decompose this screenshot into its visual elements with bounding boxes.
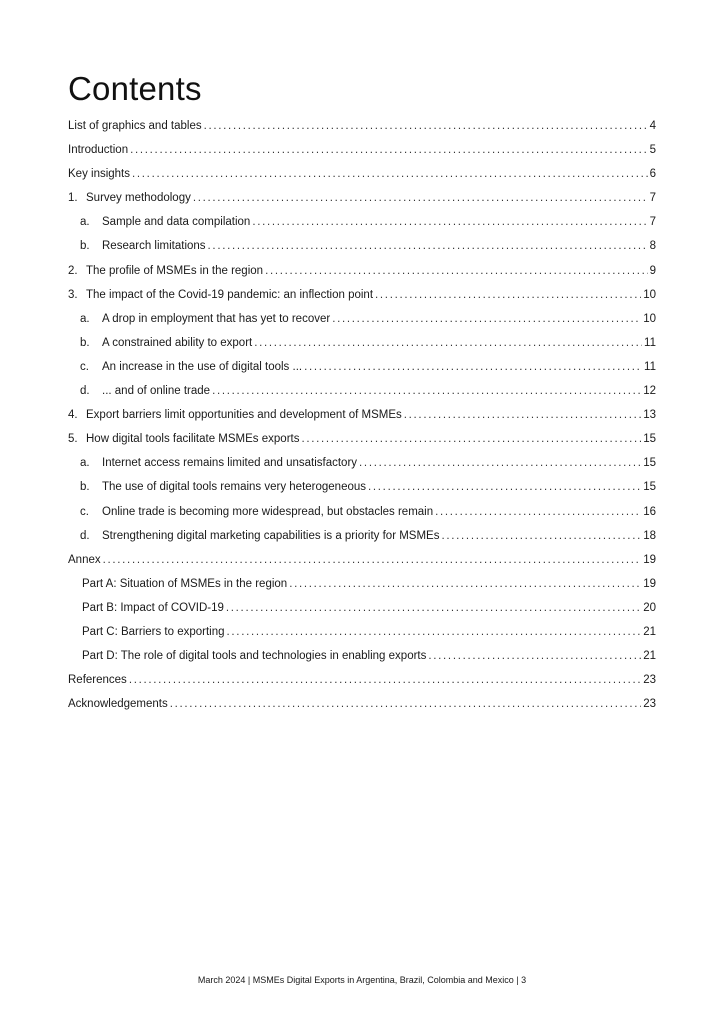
toc-dot-leader <box>359 455 641 471</box>
toc-entry-number: a. <box>80 216 90 229</box>
toc-dot-leader <box>332 311 641 327</box>
toc-entry[interactable] <box>68 479 656 503</box>
toc-entry-label: Introduction <box>68 144 129 157</box>
toc-entry-label: A constrained ability to export <box>102 336 253 349</box>
toc-entry[interactable] <box>68 214 656 238</box>
toc-entry[interactable] <box>68 600 656 624</box>
toc-dot-leader <box>130 142 647 158</box>
toc-dot-leader <box>193 190 648 206</box>
toc-entry-label: Research limitations <box>102 240 206 253</box>
toc-entry-label: Sample and data compilation <box>102 216 251 229</box>
toc-page-number: 20 <box>643 601 656 614</box>
toc-entry-label: Key insights <box>68 168 131 181</box>
toc-dot-leader <box>428 648 641 664</box>
toc-entry-number: c. <box>80 505 89 518</box>
toc-entry-number: b. <box>80 481 90 494</box>
toc-page-number: 23 <box>643 674 656 687</box>
toc-entry-label: A drop in employment that has yet to recover <box>102 312 331 325</box>
toc-dot-leader <box>289 576 641 592</box>
toc-dot-leader <box>208 238 648 254</box>
toc-page-number: 15 <box>643 481 656 494</box>
table-of-contents <box>68 118 656 720</box>
toc-entry[interactable] <box>68 190 656 214</box>
toc-entry-number: 2. <box>68 264 78 277</box>
toc-entry[interactable] <box>68 624 656 648</box>
toc-page-number: 7 <box>649 216 656 229</box>
toc-entry-label: References <box>68 674 127 687</box>
toc-entry[interactable] <box>68 238 656 262</box>
toc-entry[interactable] <box>68 504 656 528</box>
toc-dot-leader <box>129 672 641 688</box>
toc-entry-label: Part A: Situation of MSMEs in the region <box>82 577 288 590</box>
toc-entry[interactable] <box>68 672 656 696</box>
toc-dot-leader <box>435 504 641 520</box>
toc-entry-number: a. <box>80 457 90 470</box>
toc-entry-number: 3. <box>68 288 78 301</box>
toc-page-number: 10 <box>643 288 656 301</box>
toc-page-number: 21 <box>643 625 656 638</box>
toc-entry-label: The impact of the Covid-19 pandemic: an inflection point <box>86 288 374 301</box>
toc-page-number: 4 <box>649 120 656 132</box>
toc-entry-number: 1. <box>68 192 78 205</box>
toc-page-number: 15 <box>643 433 656 446</box>
toc-page-number: 10 <box>643 312 656 325</box>
toc-entry-number: c. <box>80 360 89 373</box>
toc-dot-leader <box>226 600 641 616</box>
toc-entry-label: Acknowledgements <box>68 698 168 711</box>
toc-page-number: 9 <box>649 264 656 277</box>
toc-entry-label: Internet access remains limited and unsatisfactory <box>102 457 358 470</box>
toc-dot-leader <box>252 214 647 230</box>
toc-dot-leader <box>301 431 641 447</box>
toc-dot-leader <box>227 624 642 640</box>
toc-entry-label: Part B: Impact of COVID-19 <box>82 601 224 614</box>
toc-entry-label: The use of digital tools remains very heterogeneous <box>102 481 367 494</box>
toc-page-number: 13 <box>643 409 656 422</box>
toc-page-number: 16 <box>643 505 656 518</box>
toc-entry-label: The profile of MSMEs in the region <box>86 264 264 277</box>
toc-entry[interactable] <box>68 407 656 431</box>
toc-entry[interactable] <box>68 142 656 166</box>
page-footer: March 2024 | MSMEs Digital Exports in Argentina, Brazil, Colombia and Mexico | 3 <box>197 975 527 985</box>
toc-entry[interactable] <box>68 166 656 190</box>
toc-entry-label: List of graphics and tables <box>68 120 202 132</box>
toc-dot-leader <box>404 407 641 423</box>
toc-entry-label: Annex <box>68 553 101 566</box>
toc-entry-label: Part C: Barriers to exporting <box>82 625 225 638</box>
toc-entry-label: An increase in the use of digital tools ... <box>102 360 303 373</box>
page-title: Contents <box>68 70 202 107</box>
toc-dot-leader <box>170 696 641 712</box>
toc-entry-label: Part D: The role of digital tools and technologies in enabling exports <box>82 650 427 663</box>
toc-entry[interactable] <box>68 287 656 311</box>
toc-page-number: 19 <box>643 577 656 590</box>
toc-dot-leader <box>265 263 648 279</box>
toc-entry[interactable] <box>68 552 656 576</box>
toc-dot-leader <box>368 479 641 495</box>
toc-entry[interactable] <box>68 335 656 359</box>
toc-entry-label: How digital tools facilitate MSMEs exports <box>86 433 300 446</box>
toc-entry[interactable] <box>68 311 656 335</box>
toc-entry-label: Export barriers limit opportunities and development of MSMEs <box>86 409 402 422</box>
toc-entry-number: a. <box>80 312 90 325</box>
toc-entry-number: 5. <box>68 433 78 446</box>
toc-dot-leader <box>132 166 648 182</box>
toc-entry-number: b. <box>80 240 90 253</box>
toc-page-number: 12 <box>643 385 656 398</box>
toc-dot-leader <box>103 552 642 568</box>
toc-page-number: 18 <box>643 529 656 542</box>
toc-page-number: 8 <box>649 240 656 253</box>
toc-page-number: 21 <box>643 650 656 663</box>
toc-entry[interactable] <box>68 118 656 142</box>
toc-entry-number: b. <box>80 336 90 349</box>
toc-page-number: 7 <box>649 192 656 205</box>
toc-dot-leader <box>204 118 648 134</box>
toc-entry[interactable] <box>68 383 656 407</box>
toc-page-number: 19 <box>643 553 656 566</box>
toc-dot-leader <box>212 383 641 399</box>
toc-entry-label: Survey methodology <box>86 192 191 205</box>
toc-entry[interactable] <box>68 528 656 552</box>
toc-page-number: 5 <box>649 144 656 157</box>
toc-entry[interactable] <box>68 359 656 383</box>
toc-page-number: 6 <box>649 168 656 181</box>
toc-entry[interactable] <box>68 263 656 287</box>
toc-page-number: 23 <box>643 698 656 711</box>
toc-dot-leader <box>375 287 641 303</box>
toc-entry-number: 4. <box>68 409 78 422</box>
toc-page-number: 11 <box>644 360 656 373</box>
toc-entry-label: Online trade is becoming more widespread, but obstacles remain <box>102 505 434 518</box>
toc-dot-leader <box>304 359 642 375</box>
toc-entry-number: d. <box>80 385 90 398</box>
toc-page-number: 15 <box>643 457 656 470</box>
toc-dot-leader <box>254 335 642 351</box>
toc-entry-label: ... and of online trade <box>102 385 211 398</box>
toc-entry[interactable] <box>68 696 656 720</box>
toc-dot-leader <box>441 528 641 544</box>
toc-entry-number: d. <box>80 529 90 542</box>
toc-entry-label: Strengthening digital marketing capabilities is a priority for MSMEs <box>102 529 440 542</box>
toc-entry[interactable] <box>68 455 656 479</box>
toc-entry[interactable] <box>68 576 656 600</box>
toc-page-number: 11 <box>644 336 656 349</box>
toc-entry[interactable] <box>68 431 656 455</box>
toc-entry[interactable] <box>68 648 656 672</box>
